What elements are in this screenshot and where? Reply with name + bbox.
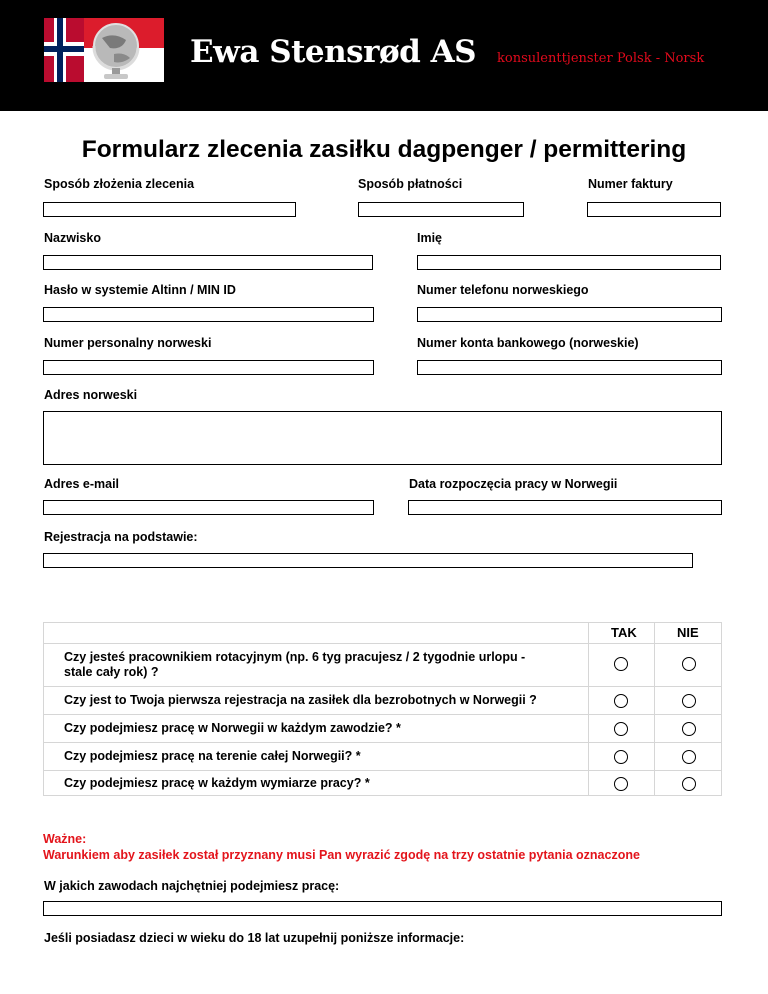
surname-label: Nazwisko	[44, 231, 101, 245]
radio-no[interactable]	[682, 657, 696, 671]
question-row	[44, 770, 721, 795]
occupation-label: W jakich zawodach najchętniej podejmiesz pracę:	[44, 879, 340, 893]
question-text: Czy podejmiesz pracę w Norwegii w każdym zawodzie? *	[64, 721, 401, 735]
question-text: Czy jest to Twoja pierwsza rejestracja na zasiłek dla bezrobotnych w Norwegii ?	[64, 693, 537, 707]
question-text: Czy jesteś pracownikiem rotacyjnym (np. 6 tyg pracujesz / 2 tygodnie urlopu - stale cały rok) ?	[64, 650, 526, 679]
email-field[interactable]	[43, 500, 374, 515]
norwegian-address-field[interactable]	[43, 411, 722, 465]
work-start-date-field[interactable]	[408, 500, 722, 515]
question-row	[44, 643, 721, 686]
submission-method-label: Sposób złożenia zlecenia	[44, 177, 195, 191]
company-tagline: konsulenttjenster Polsk - Norsk	[497, 51, 705, 66]
surname-field[interactable]	[43, 255, 373, 270]
first-name-field[interactable]	[417, 255, 721, 270]
question-text: Czy podejmiesz pracę na terenie całej Norwegii? *	[64, 749, 361, 763]
question-row	[44, 742, 721, 770]
personal-number-label: Numer personalny norweski	[44, 336, 212, 350]
radio-yes[interactable]	[614, 750, 628, 764]
payment-method-label: Sposób płatności	[358, 177, 463, 191]
page-header	[0, 0, 768, 111]
logo-flag-globe-icon	[44, 18, 164, 82]
norwegian-address-label: Adres norweski	[44, 388, 138, 402]
registration-basis-field[interactable]	[43, 553, 693, 568]
invoice-number-field[interactable]	[587, 202, 721, 217]
norwegian-phone-field[interactable]	[417, 307, 722, 322]
norwegian-phone-label: Numer telefonu norweskiego	[417, 283, 589, 297]
altinn-password-field[interactable]	[43, 307, 374, 322]
altinn-password-label: Hasło w systemie Altinn / MIN ID	[44, 283, 236, 297]
email-label: Adres e-mail	[44, 477, 120, 491]
radio-no[interactable]	[682, 777, 696, 791]
personal-number-field[interactable]	[43, 360, 374, 375]
radio-yes[interactable]	[614, 657, 628, 671]
notice-text: Warunkiem aby zasiłek został przyznany musi Pan wyrazić zgodę na trzy ostatnie pytania oznaczone	[43, 848, 640, 862]
radio-no[interactable]	[682, 750, 696, 764]
questions-table	[43, 622, 722, 796]
radio-no[interactable]	[682, 722, 696, 736]
registration-basis-label: Rejestracja na podstawie:	[44, 530, 198, 544]
notice-heading: Ważne:	[43, 832, 87, 846]
radio-yes[interactable]	[614, 777, 628, 791]
radio-no[interactable]	[682, 694, 696, 708]
submission-method-field[interactable]	[43, 202, 296, 217]
question-text: Czy podejmiesz pracę w każdym wymiarze pracy? *	[64, 776, 370, 790]
first-name-label: Imię	[417, 231, 443, 245]
company-name: Ewa Stensrød AS	[190, 34, 477, 70]
occupation-field[interactable]	[43, 901, 722, 916]
bank-account-label: Numer konta bankowego (norweskie)	[417, 336, 639, 350]
form-title: Formularz zlecenia zasiłku dagpenger / permittering	[81, 136, 687, 163]
invoice-number-label: Numer faktury	[588, 177, 673, 191]
question-row	[44, 714, 721, 742]
question-row	[44, 686, 721, 714]
radio-yes[interactable]	[614, 722, 628, 736]
column-header-no: NIE	[677, 625, 699, 640]
bank-account-field[interactable]	[417, 360, 722, 375]
column-header-yes: TAK	[611, 625, 637, 640]
payment-method-field[interactable]	[358, 202, 524, 217]
work-start-date-label: Data rozpoczęcia pracy w Norwegii	[409, 477, 618, 491]
radio-yes[interactable]	[614, 694, 628, 708]
children-info-label: Jeśli posiadasz dzieci w wieku do 18 lat uzupełnij poniższe informacje:	[44, 931, 465, 945]
